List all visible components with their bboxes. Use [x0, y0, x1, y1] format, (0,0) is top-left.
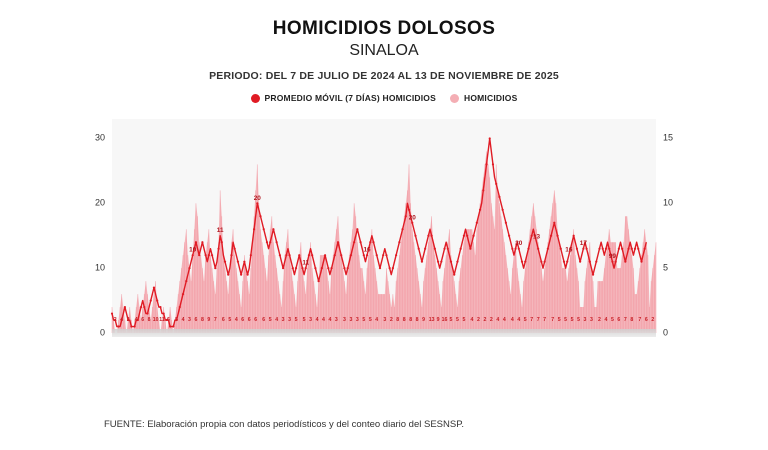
data-point [276, 241, 278, 243]
bar-value-label: 2 [113, 317, 117, 323]
bar-value-label: 5 [362, 317, 366, 323]
data-point [227, 274, 229, 276]
data-point [208, 254, 210, 256]
bar-value-label: 8 [409, 317, 413, 323]
chart-svg [112, 119, 656, 333]
bar-value-label: 4 [328, 317, 332, 323]
data-point [159, 306, 161, 308]
data-point [272, 228, 274, 230]
data-point [305, 267, 307, 269]
data-point [482, 189, 484, 191]
bar-value-label: 3 [334, 317, 338, 323]
data-point [366, 254, 368, 256]
data-point [521, 261, 523, 263]
bar-value-label: 7 [551, 317, 555, 323]
data-point [469, 248, 471, 250]
data-point [311, 254, 313, 256]
peak-value-label: 20 [253, 194, 261, 202]
bar-value-label: 8 [630, 317, 634, 323]
data-point [243, 261, 245, 263]
bar-value-label: 4 [120, 317, 124, 323]
bar-value-label: 5 [175, 317, 179, 323]
data-point [624, 261, 626, 263]
data-point [505, 222, 507, 224]
data-point [434, 248, 436, 250]
data-point [201, 241, 203, 243]
data-point [566, 261, 568, 263]
data-point [379, 267, 381, 269]
bar-value-label: 6 [241, 317, 245, 323]
data-point [234, 248, 236, 250]
peak-value-label: 11 [216, 227, 224, 235]
data-point [592, 274, 594, 276]
bar-value-label: 16 [441, 317, 448, 323]
bar-value-label: 3 [281, 317, 285, 323]
data-point [479, 209, 481, 211]
data-point [359, 241, 361, 243]
data-point [350, 254, 352, 256]
data-point [605, 248, 607, 250]
bar-value-label: 7 [536, 317, 540, 323]
data-point [595, 261, 597, 263]
bar-value-label: 5 [570, 317, 574, 323]
data-point [495, 183, 497, 185]
data-point [563, 261, 565, 263]
data-point [450, 261, 452, 263]
data-point [573, 235, 575, 237]
bar-value-label: 7 [213, 317, 217, 323]
data-point [621, 248, 623, 250]
bar-value-label: 2 [483, 317, 487, 323]
page-title: HOMICIDIOS DOLOSOS [272, 18, 496, 39]
data-point [414, 235, 416, 237]
data-point [195, 241, 197, 243]
bar-value-label: 6 [141, 317, 145, 323]
data-point [398, 241, 400, 243]
data-point [253, 228, 255, 230]
bar-value-label: 3 [349, 317, 353, 323]
bar-value-label: 8 [200, 317, 204, 323]
data-point [369, 241, 371, 243]
data-point [576, 248, 578, 250]
bar-value-label: 4 [517, 317, 521, 323]
data-point [292, 267, 294, 269]
data-point [111, 312, 113, 314]
data-point [389, 267, 391, 269]
data-point [466, 235, 468, 237]
data-point [608, 248, 610, 250]
bar-value-label: 5 [462, 317, 466, 323]
data-point [124, 306, 126, 308]
data-point [518, 248, 520, 250]
chart-source: FUENTE: Elaboración propia con datos periodísticos y del conteo diario del SESNSP. [104, 419, 464, 430]
data-point [169, 325, 171, 327]
bar-value-label: 4 [496, 317, 500, 323]
bar-value-label: 4 [375, 317, 379, 323]
data-point [463, 235, 465, 237]
peak-value-label: 16 [565, 246, 573, 254]
bar-value-label: 3 [355, 317, 359, 323]
legend-item-homicidios [450, 93, 517, 103]
data-point [318, 280, 320, 282]
data-point [385, 254, 387, 256]
bar-value-label: 6 [617, 317, 621, 323]
axis-tick: 20 [94, 197, 105, 208]
data-point [524, 261, 526, 263]
bar-value-label: 4 [470, 317, 474, 323]
bar-value-label: 5 [449, 317, 453, 323]
data-point [405, 215, 407, 217]
data-point [598, 248, 600, 250]
bar-value-label: 9 [422, 317, 425, 323]
data-point [172, 325, 174, 327]
data-point [214, 267, 216, 269]
data-point [556, 235, 558, 237]
peak-value-label: 13 [532, 233, 541, 241]
bar-value-label: 3 [288, 317, 292, 323]
data-point [188, 267, 190, 269]
data-point [401, 228, 403, 230]
data-point [179, 306, 181, 308]
data-point [343, 267, 345, 269]
data-point [182, 293, 184, 295]
peak-value-label: 11 [302, 259, 310, 267]
peak-value-label: 99 [608, 253, 616, 261]
data-point [421, 261, 423, 263]
homicidios-area [112, 151, 656, 333]
legend-item-promedio-movil [251, 93, 436, 103]
bar-value-label: 8 [415, 317, 419, 323]
data-point [560, 248, 562, 250]
bar-value-label: 5 [228, 317, 232, 323]
bar-value-label: 6 [194, 317, 198, 323]
bar-value-label: 4 [322, 317, 325, 323]
data-point [266, 241, 268, 243]
bar-value-label: 5 [294, 317, 298, 323]
bar-value-label: 6 [262, 317, 266, 323]
bar-value-label: 4 [234, 317, 238, 323]
data-point [230, 254, 232, 256]
bar-value-label: 4 [134, 317, 138, 323]
data-point [321, 267, 323, 269]
data-point [372, 241, 374, 243]
data-point [308, 254, 310, 256]
data-point [615, 261, 617, 263]
data-point [163, 312, 165, 314]
legend-label-promedio-movil: PROMEDIO MÓVIL (7 DÍAS) HOMICIDIOS [264, 93, 436, 103]
data-point [140, 306, 142, 308]
data-point [589, 261, 591, 263]
bar-value-label: 13 [428, 317, 435, 323]
axis-tick: 15 [663, 132, 674, 143]
bar-value-label: 2 [476, 317, 480, 323]
dot-icon [251, 94, 260, 103]
bar-value-label: 6 [644, 317, 648, 323]
bar-value-label: 5 [557, 317, 561, 323]
data-point [492, 163, 494, 165]
data-point [205, 254, 207, 256]
data-point [498, 196, 500, 198]
peak-value-label: 10 [189, 246, 197, 254]
chart-area [84, 111, 684, 361]
data-point [314, 267, 316, 269]
data-point [453, 274, 455, 276]
data-point [263, 228, 265, 230]
data-point [240, 274, 242, 276]
data-point [285, 254, 287, 256]
bar-value-label: 2 [489, 317, 493, 323]
data-point [637, 248, 639, 250]
data-point [489, 137, 491, 139]
bar-value-label: 3 [188, 317, 191, 323]
bar-value-label: 6 [167, 317, 170, 323]
data-point [527, 248, 529, 250]
plot-region [112, 119, 656, 333]
bar-value-label: 8 [396, 317, 400, 323]
data-point [156, 299, 158, 301]
bar-value-label: 2 [389, 317, 393, 323]
y-axis-left [84, 119, 110, 338]
bar-value-label: 6 [221, 317, 225, 323]
data-point [476, 222, 478, 224]
data-point [460, 248, 462, 250]
data-point [553, 222, 555, 224]
data-point [146, 312, 148, 314]
data-point [627, 248, 629, 250]
data-point [456, 261, 458, 263]
bar-value-label: 5 [268, 317, 272, 323]
chart-legend [0, 93, 768, 103]
bar-value-label: 7 [543, 317, 547, 323]
peak-value-label: 17 [579, 240, 587, 248]
bar-value-label: 9 [436, 317, 440, 323]
data-point [382, 254, 384, 256]
data-point [224, 261, 226, 263]
bar-value-label: 4 [181, 317, 185, 323]
axis-tick: 0 [99, 327, 105, 338]
axis-tick: 5 [663, 262, 669, 273]
bar-value-label: 5 [368, 317, 372, 323]
page-subtitle: SINALOA [349, 42, 419, 59]
bar-value-label: 3 [589, 317, 593, 323]
data-point [217, 248, 219, 250]
bar-value-label: 8 [147, 317, 151, 323]
data-point [544, 261, 546, 263]
data-point [324, 254, 326, 256]
data-point [185, 280, 187, 282]
data-point [511, 248, 513, 250]
axis-baseline-shadow [112, 329, 656, 337]
data-point [347, 267, 349, 269]
data-point [143, 306, 145, 308]
bar-value-label: 10 [152, 317, 159, 323]
peak-value-label: 16 [363, 246, 371, 254]
data-point [150, 299, 152, 301]
y-axis-right [658, 119, 684, 338]
data-point [337, 241, 339, 243]
data-point [295, 267, 297, 269]
data-point [585, 248, 587, 250]
data-point [256, 202, 258, 204]
data-point [640, 261, 642, 263]
bar-value-label: 5 [302, 317, 306, 323]
axis-tick: 10 [94, 262, 105, 273]
bar-value-label: 6 [254, 317, 258, 323]
data-point [392, 267, 394, 269]
bar-value-label: 7 [638, 317, 642, 323]
data-point [153, 287, 155, 289]
data-point [259, 215, 261, 217]
bar-value-label: 3 [383, 317, 387, 323]
bar-value-label: 4 [315, 317, 319, 323]
bar-value-label: 3 [343, 317, 346, 323]
data-point [247, 274, 249, 276]
data-point [334, 254, 336, 256]
data-point [130, 325, 132, 327]
data-point [363, 254, 365, 256]
data-point [431, 235, 433, 237]
data-point [437, 261, 439, 263]
data-point [447, 248, 449, 250]
data-point [508, 235, 510, 237]
bar-value-label: 5 [564, 317, 568, 323]
data-point [547, 248, 549, 250]
data-point [282, 267, 284, 269]
bar-value-label: 3 [309, 317, 312, 323]
bar-value-label: 6 [247, 317, 251, 323]
bar-value-label: 5 [610, 317, 614, 323]
data-point [582, 248, 584, 250]
data-point [327, 267, 329, 269]
bar-value-label: 2 [651, 317, 655, 323]
data-point [330, 267, 332, 269]
bar-value-label: 5 [577, 317, 580, 323]
bar-value-label: 4 [604, 317, 608, 323]
data-point [237, 261, 239, 263]
data-point [579, 261, 581, 263]
data-point [602, 248, 604, 250]
data-point [117, 325, 119, 327]
axis-tick: 30 [94, 132, 105, 143]
data-point [356, 228, 358, 230]
data-point [634, 248, 636, 250]
bar-value-label: 4 [502, 317, 506, 323]
data-point [353, 241, 355, 243]
data-point [424, 248, 426, 250]
data-point [540, 261, 542, 263]
chart-period: PERIODO: DEL 7 DE JULIO DE 2024 AL 13 DE NOVIEMBRE DE 2025 [209, 70, 559, 82]
bar-value-label: 5 [456, 317, 459, 323]
data-point [340, 254, 342, 256]
bar-value-label: 11 [159, 317, 165, 323]
data-point [631, 248, 633, 250]
data-point [408, 209, 410, 211]
data-point [250, 254, 252, 256]
data-point [395, 254, 397, 256]
data-point [221, 241, 223, 243]
data-point [485, 163, 487, 165]
data-point [502, 209, 504, 211]
data-point [514, 248, 516, 250]
data-point [279, 254, 281, 256]
bar-value-label: 2 [126, 317, 130, 323]
data-point [537, 248, 539, 250]
bar-value-label: 4 [510, 317, 514, 323]
data-point [376, 254, 378, 256]
data-point [443, 248, 445, 250]
data-point [418, 248, 420, 250]
bar-value-label: 8 [402, 317, 406, 323]
bar-value-label: 3 [583, 317, 587, 323]
data-point [644, 248, 646, 250]
data-point [269, 241, 271, 243]
data-point [440, 261, 442, 263]
legend-label-homicidios: HOMICIDIOS [463, 93, 518, 103]
bar-value-label: 7 [530, 317, 534, 323]
data-point [550, 235, 552, 237]
data-point [288, 254, 290, 256]
data-point [134, 325, 136, 327]
bar-value-label: 4 [275, 317, 279, 323]
data-point [618, 248, 620, 250]
dot-icon [450, 94, 459, 103]
bar-value-label: 9 [207, 317, 211, 323]
data-point [298, 254, 300, 256]
axis-tick: 0 [663, 327, 669, 338]
peak-value-label: 30 [515, 240, 523, 248]
chart-page [0, 18, 768, 450]
data-point [611, 261, 613, 263]
bar-value-label: 7 [623, 317, 627, 323]
peak-value-label: 20 [408, 214, 416, 222]
data-point [192, 254, 194, 256]
data-point [427, 235, 429, 237]
data-point [472, 235, 474, 237]
data-point [411, 222, 413, 224]
data-point [198, 254, 200, 256]
data-point [301, 267, 303, 269]
bar-value-label: 5 [523, 317, 527, 323]
data-point [211, 254, 213, 256]
bar-value-label: 2 [598, 317, 601, 323]
axis-tick: 10 [663, 197, 674, 208]
